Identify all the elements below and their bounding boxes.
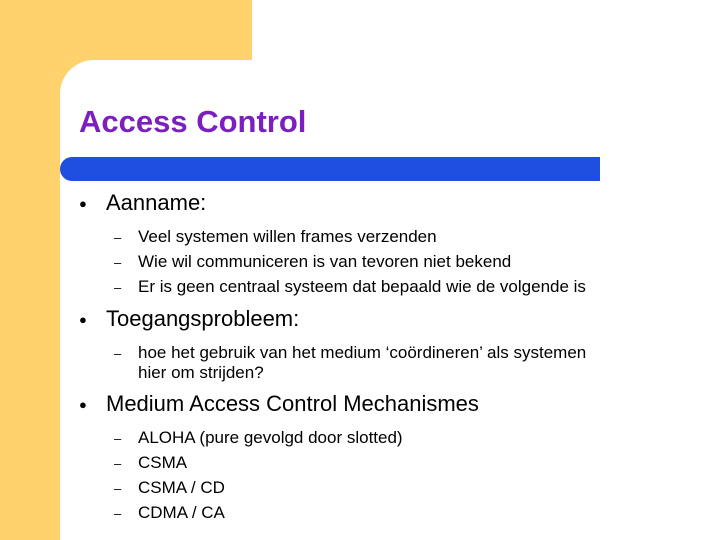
bullet-dot-icon: ● (79, 312, 87, 327)
bullet-list (79, 190, 699, 532)
sub-bullet-text: ALOHA (pure gevolgd door slotted) (138, 428, 403, 447)
bullet-dot-icon: ● (79, 196, 87, 211)
dash-icon: – (114, 481, 122, 496)
sub-bullet-item (114, 503, 699, 524)
dash-icon: – (114, 506, 122, 521)
sub-bullet-item (114, 343, 699, 383)
bullet-item (79, 391, 699, 524)
bullet-line (79, 391, 699, 420)
title-underline-bar (60, 157, 600, 181)
sub-bullet-item (114, 277, 699, 298)
dash-icon: – (114, 280, 122, 295)
bullet-line (79, 190, 699, 219)
sub-bullet-text: Veel systemen willen frames verzenden (138, 227, 437, 246)
bullet-line (79, 306, 699, 335)
sub-bullet-text: CSMA / CD (138, 478, 225, 497)
dash-icon: – (114, 346, 122, 361)
bullet-text: Medium Access Control Mechanismes (106, 391, 479, 416)
sub-bullet-item (114, 453, 699, 474)
bullet-item (79, 190, 699, 298)
sub-bullet-text: CDMA / CA (138, 503, 225, 522)
sub-bullet-item (114, 478, 699, 499)
bullet-item (79, 306, 699, 383)
sub-bullet-list (79, 428, 699, 524)
sub-bullet-text: hoe het gebruik van het medium ‘coördineren’ als systemen hier om strijden? (138, 343, 587, 382)
dash-icon: – (114, 230, 122, 245)
bullet-dot-icon: ● (79, 397, 87, 412)
sub-bullet-text: Er is geen centraal systeem dat bepaald wie de volgende is (138, 277, 586, 296)
dash-icon: – (114, 456, 122, 471)
dash-icon: – (114, 431, 122, 446)
bullet-text: Aanname: (106, 190, 207, 215)
dash-icon: – (114, 255, 122, 270)
slide-title: Access Control (79, 104, 307, 139)
sub-bullet-item (114, 227, 699, 248)
sub-bullet-list (79, 343, 699, 383)
sub-bullet-list (79, 227, 699, 298)
bullet-text: Toegangsprobleem: (106, 306, 300, 331)
sub-bullet-item (114, 252, 699, 273)
sub-bullet-text: CSMA (138, 453, 188, 472)
sub-bullet-text: Wie wil communiceren is van tevoren niet bekend (138, 252, 512, 271)
sub-bullet-item (114, 428, 699, 449)
